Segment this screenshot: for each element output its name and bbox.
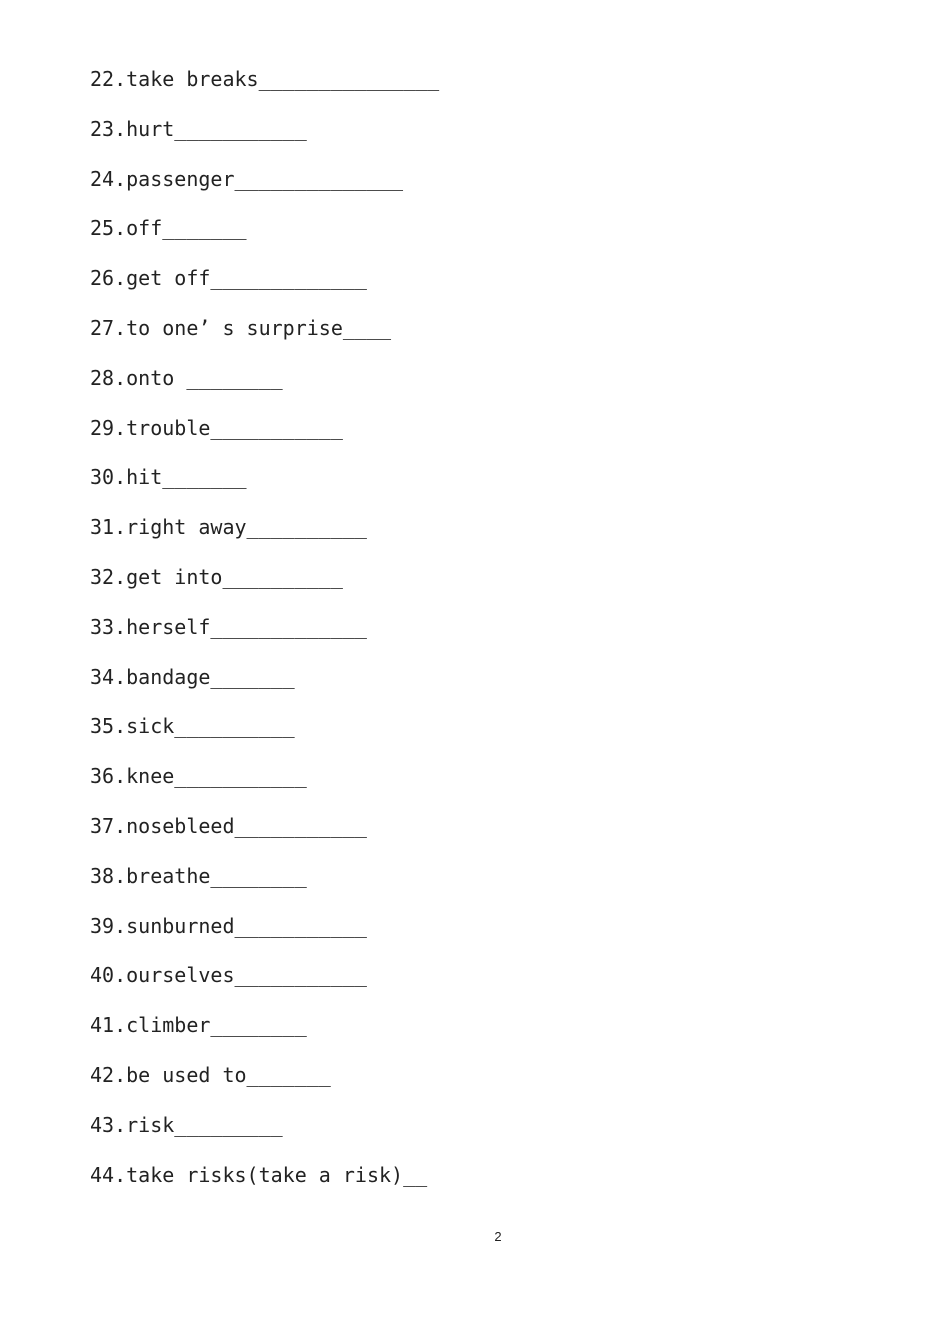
item-term: herself_____________	[126, 614, 367, 639]
item-term: hurt___________	[126, 116, 307, 141]
item-number: 37.	[90, 813, 127, 838]
list-item	[90, 660, 439, 710]
item-number: 25.	[90, 216, 127, 241]
item-term: onto ________	[126, 365, 283, 390]
list-item	[90, 211, 439, 261]
item-number: 28.	[90, 365, 127, 390]
list-item	[90, 261, 439, 311]
list-item	[90, 560, 439, 610]
list-item	[90, 460, 439, 510]
item-number: 23.	[90, 116, 127, 141]
list-item	[90, 1108, 439, 1158]
item-term: nosebleed___________	[126, 813, 367, 838]
item-number: 43.	[90, 1112, 127, 1137]
item-term: sunburned___________	[126, 913, 367, 938]
item-term: passenger______________	[126, 166, 404, 191]
list-item	[90, 909, 439, 959]
item-number: 41.	[90, 1013, 127, 1038]
list-item	[90, 510, 439, 560]
item-term: knee___________	[126, 764, 307, 789]
list-item	[90, 311, 439, 361]
item-number: 34.	[90, 664, 127, 689]
item-number: 27.	[90, 315, 127, 340]
item-number: 35.	[90, 714, 127, 739]
item-number: 30.	[90, 465, 127, 490]
item-number: 44.	[90, 1162, 127, 1187]
item-term: climber________	[126, 1013, 307, 1038]
item-number: 39.	[90, 913, 127, 938]
item-term: sick__________	[126, 714, 295, 739]
item-term: bandage_______	[126, 664, 295, 689]
item-term: be used to_______	[126, 1062, 331, 1087]
item-number: 26.	[90, 266, 127, 291]
list-item	[90, 809, 439, 859]
item-number: 38.	[90, 863, 127, 888]
list-item	[90, 411, 439, 461]
list-item	[90, 709, 439, 759]
item-term: ourselves___________	[126, 963, 367, 988]
item-term: take breaks_______________	[126, 67, 440, 91]
list-item	[90, 112, 439, 162]
item-number: 29.	[90, 415, 127, 440]
list-item	[90, 1158, 439, 1208]
page-number: 2	[494, 1229, 502, 1244]
list-item	[90, 1058, 439, 1108]
item-number: 40.	[90, 963, 127, 988]
list-item	[90, 958, 439, 1008]
item-number: 32.	[90, 564, 127, 589]
item-number: 33.	[90, 614, 127, 639]
item-term: get off_____________	[126, 266, 367, 291]
item-term: off_______	[126, 216, 247, 241]
item-number: 22.	[90, 67, 127, 91]
list-item	[90, 361, 439, 411]
list-item	[90, 610, 439, 660]
list-item	[90, 162, 439, 212]
item-term: to one’ s surprise____	[126, 315, 392, 340]
list-item	[90, 62, 439, 112]
item-term: risk_________	[126, 1112, 283, 1137]
list-item	[90, 759, 439, 809]
list-item	[90, 1008, 439, 1058]
item-number: 42.	[90, 1062, 127, 1087]
item-number: 31.	[90, 515, 127, 540]
item-term: take risks(take a risk)__	[126, 1162, 428, 1187]
item-number: 24.	[90, 166, 127, 191]
item-term: hit_______	[126, 465, 247, 490]
vocabulary-list	[90, 62, 439, 1207]
item-term: right away__________	[126, 515, 367, 540]
list-item	[90, 859, 439, 909]
item-term: get into__________	[126, 564, 343, 589]
item-number: 36.	[90, 764, 127, 789]
item-term: breathe________	[126, 863, 307, 888]
item-term: trouble___________	[126, 415, 343, 440]
